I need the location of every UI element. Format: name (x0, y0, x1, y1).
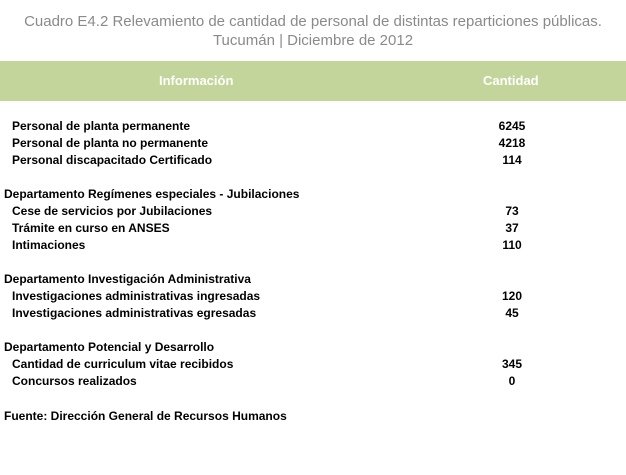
row-value: 45 (505, 306, 519, 320)
row-value: 120 (501, 289, 523, 303)
row-label: Intimaciones (12, 238, 86, 252)
row-label: Personal de planta no permanente (12, 136, 209, 150)
section-heading (0, 340, 626, 357)
section-heading (0, 187, 626, 204)
row-value: 0 (508, 374, 516, 388)
row-value: 73 (505, 204, 519, 218)
row-value: 4218 (498, 136, 526, 150)
title-line-1: Cuadro E4.2 Relevamiento de cantidad de personal de distintas reparticiones públicas. (24, 13, 602, 30)
row-value: 345 (501, 357, 523, 371)
row-value: 110 (502, 238, 522, 252)
row-value: 37 (505, 221, 519, 235)
source-note: Fuente: Dirección General de Recursos Humanos (4, 409, 287, 423)
section-heading (0, 272, 626, 289)
row-value: 6245 (498, 119, 526, 133)
table-title (0, 12, 626, 50)
table-row (0, 204, 626, 221)
section-label: Departamento Investigación Administrativa (4, 272, 251, 286)
table-row (0, 153, 626, 170)
table-row (0, 221, 626, 238)
header-info: Información (159, 73, 234, 88)
table-row (0, 119, 626, 136)
row-label: Investigaciones administrativas ingresadas (12, 289, 261, 303)
row-label: Personal discapacitado Certificado (12, 153, 213, 167)
table-row (0, 357, 626, 374)
row-label: Concursos realizados (12, 374, 137, 388)
row-label: Cantidad de curriculum vitae recibidos (12, 357, 234, 371)
table-row (0, 374, 626, 391)
table-row (0, 136, 626, 153)
row-label: Investigaciones administrativas egresadas (12, 306, 257, 320)
section-label: Departamento Potencial y Desarrollo (4, 340, 215, 354)
row-value: 114 (502, 153, 522, 167)
row-label: Personal de planta permanente (12, 119, 191, 133)
header-qty: Cantidad (483, 73, 539, 88)
row-label: Trámite en curso en ANSES (12, 221, 170, 235)
table-row (0, 289, 626, 306)
table-row (0, 238, 626, 255)
table-row (0, 306, 626, 323)
title-line-2: Tucumán | Diciembre de 2012 (212, 32, 414, 49)
row-label: Cese de servicios por Jubilaciones (12, 204, 213, 218)
section-label: Departamento Regímenes especiales - Jubilaciones (4, 187, 300, 201)
